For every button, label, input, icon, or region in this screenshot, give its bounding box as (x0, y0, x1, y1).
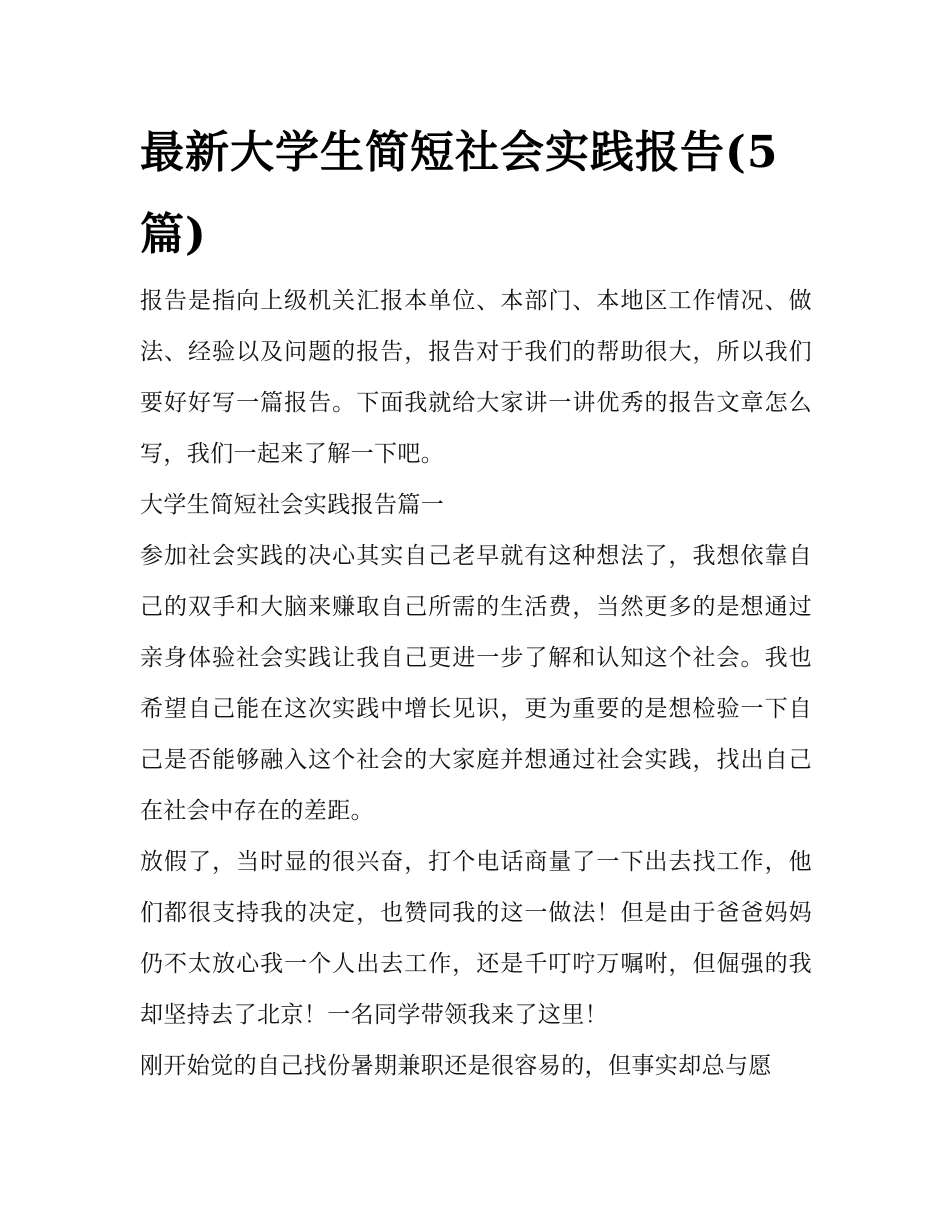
section-heading: 大学生简短社会实践报告篇一 (140, 492, 445, 518)
document-body (140, 276, 812, 1092)
body-paragraph-1: 参加社会实践的决心其实自己老早就有这种想法了，我想依靠自己的双手和大脑来赚取自己所需的生活费，当然更多的是想通过亲身体验社会实践让我自己更进一步了解和认知这个社会。我也希望自己能在这次实践中增长见识，更为重要的是想检验一下自己是否能够融入这个社会的大家庭并想通过社会实践，找出自己在社会中存在的差距。 (140, 543, 812, 824)
intro-paragraph: 报告是指向上级机关汇报本单位、本部门、本地区工作情况、做法、经验以及问题的报告，报告对于我们的帮助很大，所以我们要好好写一篇报告。下面我就给大家讲一讲优秀的报告文章怎么写，我们一起来了解一下吧。 (140, 288, 812, 467)
document-title: 最新大学生简短社会实践报告(5篇) (140, 127, 779, 260)
body-paragraph-2: 放假了，当时显的很兴奋，打个电话商量了一下出去找工作，他们都很支持我的决定，也赞同我的这一做法！但是由于爸爸妈妈仍不太放心我一个人出去工作，还是千叮咛万嘱咐，但倔强的我却坚持去了北京！一名同学带领我来了这里！ (140, 849, 812, 1028)
body-paragraph-3: 刚开始觉的自己找份暑期兼职还是很容易的，但事实却总与愿 (140, 1053, 772, 1079)
